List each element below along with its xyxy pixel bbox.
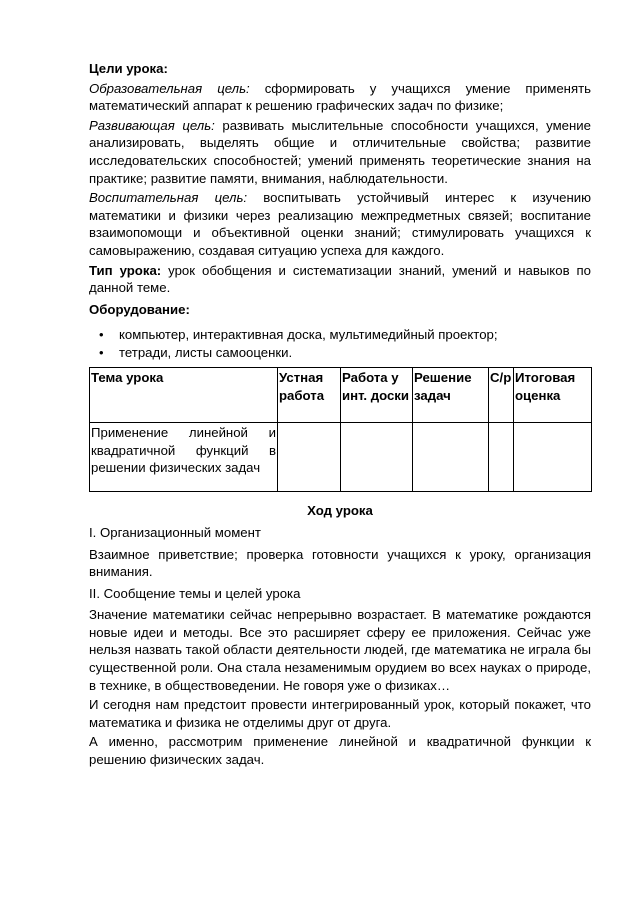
equipment-item-text: тетради, листы самооценки. [119,344,293,360]
educational-goal-label: Образовательная цель: [89,80,250,96]
equipment-list [89,326,591,361]
developing-goal-text: развивать мыслительные способности учащихся, умение анализировать, выделять общие и отличительные свойства; развитие исследовательских способностей; умений применять теоретические знания на практике; развитие памяти, внимания, наблюдательности. [89,117,591,186]
table-row [90,423,592,492]
upbringing-goal-label: Воспитательная цель: [89,190,248,206]
equipment-title: Оборудование: [89,301,190,317]
table-cell [489,423,514,492]
assessment-table [89,367,592,492]
bullet-icon: • [99,344,104,360]
table-header-cell: Устная работа [278,368,341,423]
table-header-cell: Итоговая оценка [514,368,592,423]
table-cell [514,423,592,492]
section2-paragraph-2: И сегодня нам предстоит провести интегрированный урок, который покажет, что математика и физика не отделимы друг от друга. [89,697,591,730]
table-header-cell: С/р [489,368,514,423]
table-cell [341,423,413,492]
table-header-cell: Решение задач [413,368,489,423]
upbringing-goal [89,189,591,259]
equipment-item-text: компьютер, интерактивная доска, мультимедийный проектор; [119,327,498,343]
table-header-cell: Работа у инт. доски [341,368,413,423]
bullet-icon: • [99,327,104,343]
section1-text: Взаимное приветствие; проверка готовности учащихся к уроку, организация внимания. [89,546,591,580]
educational-goal-text: сформировать у учащихся умение применять математический аппарат к решению графических задач по физике; [89,80,591,114]
upbringing-goal-text: воспитывать устойчивый интерес к изучению математики и физики через реализацию межпредметных связей; воспитание взаимопомощи и объективной оценки знаний; стимулировать учащихся к самовыражению, создавая ситуацию успеха для каждого. [89,190,591,258]
lesson-course-title: Ход урока [307,503,373,519]
table-cell-topic: Применение линейной и квадратичной функций в решении физических задач [90,423,278,492]
goals-title: Цели урока: [89,61,168,76]
section2-paragraph-3: А именно, рассмотрим применение линейной и квадратичной функции к решению физических задач. [89,734,591,768]
section2-paragraph-1: Значение математики сейчас непрерывно возрастает. В математике рождаются новые идеи и методы. Все это расширяет сферу ее приложения. Сейчас уже нельзя назвать такой области деятельности людей, где математика не играла бы существенной роли. Она стала незаменимым орудием во всех науках о природе, в технике, в обществоведении. Не говоря уже о физиках… [89,607,591,693]
table-header-row [90,368,592,423]
table-cell [278,423,341,492]
equipment-item [89,344,591,362]
developing-goal-label: Развивающая цель: [89,117,215,133]
lesson-type-text: урок обобщения и систематизации знаний, умений и навыков по данной теме. [89,262,591,296]
educational-goal [89,80,591,115]
table-cell [413,423,489,492]
lesson-type-label: Тип урока: [89,262,162,278]
section2-title: II. Сообщение темы и целей урока [89,585,301,601]
developing-goal [89,117,591,187]
lesson-type [89,262,591,297]
table-header-cell: Тема урока [90,368,278,423]
section1-title: I. Организационный момент [89,524,261,540]
equipment-item [89,326,591,344]
document-page [89,60,591,769]
